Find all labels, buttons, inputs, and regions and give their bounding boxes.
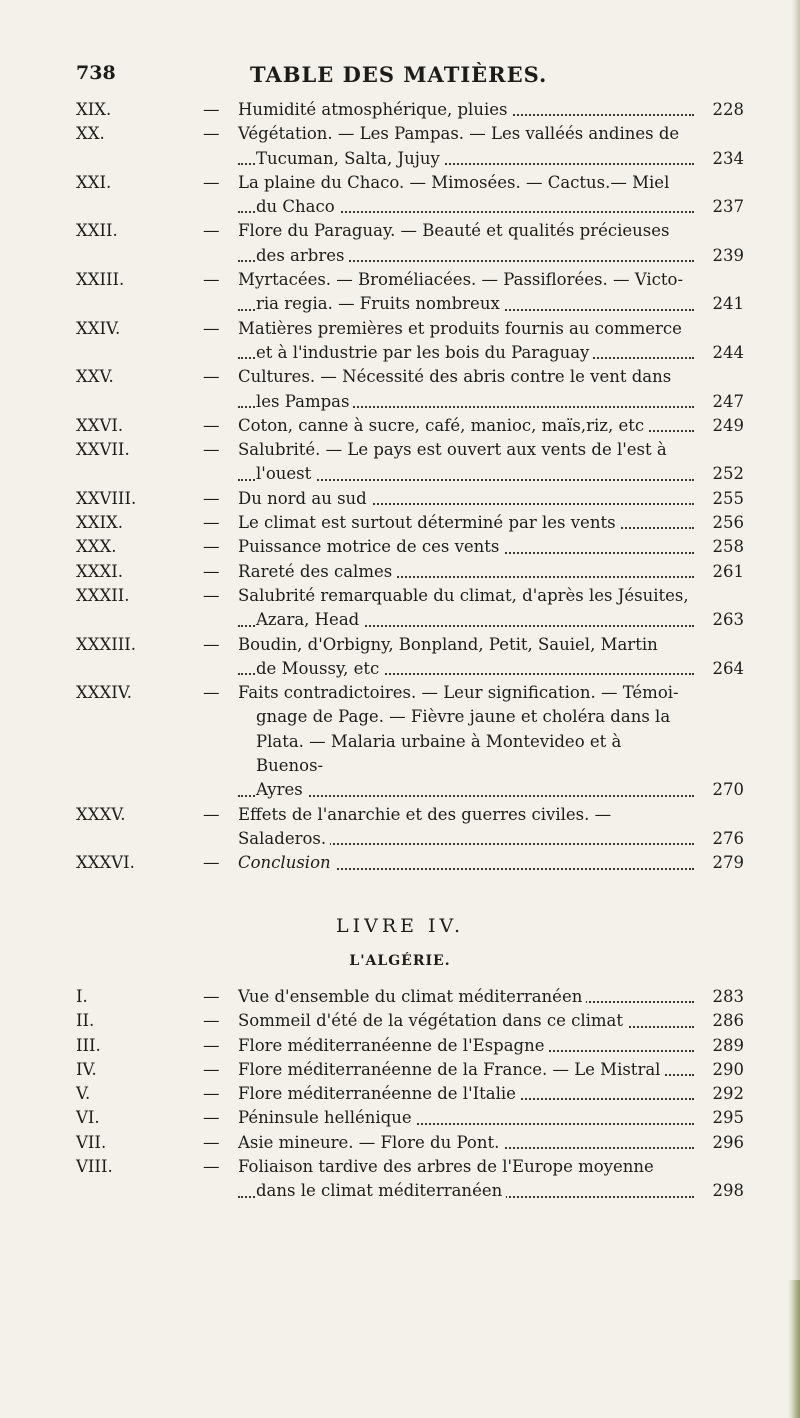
- running-title: TABLE DES MATIÈRES.: [250, 62, 548, 87]
- chapter-title: [238, 560, 694, 584]
- chapter-title-line: Asie mineure. — Flore du Pont.: [238, 1133, 503, 1152]
- page-reference: 286: [712, 1011, 744, 1031]
- chapter-title-line: Végétation. — Les Pampas. — Les valléés andines de: [238, 124, 683, 143]
- page-reference: 228: [712, 100, 744, 119]
- chapter-number: XXXIII.: [76, 634, 137, 654]
- chapter-title-line: Cultures. — Nécessité des abris contre le vent dans: [238, 367, 675, 386]
- em-dash: —: [203, 513, 220, 533]
- toc-entry: [76, 487, 744, 511]
- chapter-title-line: Flore méditerranéenne de la France. — Le Mistral: [238, 1060, 664, 1079]
- em-dash: —: [203, 367, 220, 387]
- toc-entry: [76, 681, 744, 802]
- chapter-number: XXXV.: [76, 804, 126, 824]
- page-reference: 255: [712, 488, 744, 508]
- chapter-title-line: ria regia. — Fruits nombreux: [256, 294, 504, 313]
- chapter-number: XXXVI.: [76, 853, 135, 873]
- em-dash: —: [203, 585, 220, 605]
- em-dash: —: [203, 415, 220, 435]
- page-reference: 239: [712, 245, 744, 265]
- toc-entry: [76, 438, 744, 487]
- page-reference: 276: [712, 828, 744, 848]
- chapter-title: [238, 985, 694, 1009]
- chapter-number: XXVII.: [76, 440, 130, 460]
- em-dash: —: [203, 440, 220, 460]
- chapter-title-line: Coton, canne à sucre, café, manioc, maïs,riz, etc: [238, 416, 648, 435]
- chapter-number: XXVIII.: [76, 488, 137, 508]
- chapter-number: III.: [76, 1035, 101, 1055]
- chapter-title-line: Azara, Head: [256, 610, 363, 629]
- chapter-title-line: Salubrité remarquable du climat, d'après les Jésuites,: [238, 586, 693, 605]
- chapter-title-line: Conclusion: [238, 853, 335, 872]
- chapter-title-line: Faits contradictoires. — Leur signification. — Témoi-: [238, 683, 683, 702]
- chapter-number: VII.: [76, 1132, 107, 1152]
- page-reference: 290: [712, 1059, 744, 1079]
- chapter-number: XXX.: [76, 537, 117, 557]
- chapter-title-line: dans le climat méditerranéen: [256, 1181, 506, 1200]
- chapter-title-line: Effets de l'anarchie et des guerres civiles. — Saladeros.: [238, 804, 612, 848]
- chapter-title-line: Foliaison tardive des arbres de l'Europe moyenne: [238, 1157, 658, 1176]
- chapter-title-line: Le climat est surtout déterminé par les vents: [238, 513, 620, 532]
- chapter-number: XXXII.: [76, 585, 130, 605]
- chapter-title: [238, 681, 694, 802]
- chapter-title-line: Salubrité. — Le pays est ouvert aux vents de l'est à: [238, 440, 671, 459]
- chapter-title: [238, 851, 694, 875]
- em-dash: —: [203, 683, 220, 703]
- chapter-number: XIX.: [76, 100, 112, 119]
- chapter-number: XX.: [76, 124, 105, 144]
- em-dash: —: [203, 853, 220, 873]
- chapter-title: [238, 1082, 694, 1106]
- toc-entry: [76, 1082, 744, 1106]
- toc-entry: [76, 1034, 744, 1058]
- page-edge-shadow: [792, 0, 800, 1418]
- chapter-title-line: les Pampas: [256, 392, 353, 411]
- page-reference: 252: [712, 464, 744, 484]
- toc-entry: [76, 535, 744, 559]
- page-reference: 292: [712, 1084, 744, 1104]
- page-reference: 247: [712, 391, 744, 411]
- chapter-title-line: l'ouest: [256, 464, 315, 483]
- toc-part-1: [76, 98, 744, 876]
- page-reference: 261: [712, 561, 744, 581]
- toc-entry: [76, 122, 744, 171]
- chapter-number: XXIII.: [76, 270, 125, 290]
- toc-entry: [76, 560, 744, 584]
- chapter-title: [238, 1131, 694, 1155]
- em-dash: —: [203, 270, 220, 290]
- toc-entry: [76, 365, 744, 414]
- page-reference: 279: [712, 853, 744, 873]
- page-reference: 289: [712, 1035, 744, 1055]
- chapter-number: IV.: [76, 1059, 97, 1079]
- chapter-number: I.: [76, 987, 88, 1006]
- chapter-title: [238, 1058, 694, 1082]
- chapter-number: V.: [76, 1084, 91, 1104]
- chapter-title-line: Flore du Paraguay. — Beauté et qualités précieuses: [238, 221, 673, 240]
- chapter-title-line: Sommeil d'été de la végétation dans ce climat: [238, 1011, 627, 1030]
- chapter-title: [238, 98, 694, 122]
- page-reference: 270: [712, 780, 744, 800]
- chapter-number: XXII.: [76, 221, 118, 241]
- em-dash: —: [203, 1157, 220, 1177]
- em-dash: —: [203, 1011, 220, 1031]
- chapter-title: [238, 1106, 694, 1130]
- em-dash: —: [203, 804, 220, 824]
- em-dash: —: [203, 172, 220, 192]
- chapter-number: II.: [76, 1011, 95, 1031]
- toc-entry: [76, 1106, 744, 1130]
- chapter-title-line: Boudin, d'Orbigny, Bonpland, Petit, Sauiel, Martin: [238, 635, 662, 654]
- page-reference: 249: [712, 415, 744, 435]
- em-dash: —: [203, 318, 220, 338]
- toc-entry: [76, 511, 744, 535]
- chapter-title-line: Tucuman, Salta, Jujuy: [256, 149, 444, 168]
- chapter-number: VIII.: [76, 1157, 113, 1177]
- chapter-title-line: Ayres: [256, 780, 307, 799]
- chapter-title-line: Péninsule hellénique: [238, 1108, 416, 1127]
- em-dash: —: [203, 221, 220, 241]
- chapter-number: XXIX.: [76, 513, 124, 533]
- toc-entry: [76, 985, 744, 1009]
- chapter-title: [238, 414, 694, 438]
- toc-entry: [76, 414, 744, 438]
- page-header: [0, 62, 800, 92]
- page-reference: 263: [712, 610, 744, 630]
- page-reference: 264: [712, 658, 744, 678]
- chapter-title: [238, 1034, 694, 1058]
- page-reference: 295: [712, 1108, 744, 1128]
- page-reference: 298: [712, 1181, 744, 1201]
- chapter-number: VI.: [76, 1108, 100, 1128]
- chapter-title-line: Du nord au sud: [238, 489, 371, 508]
- chapter-title-line: gnage de Page. — Fièvre jaune et choléra dans la: [256, 707, 674, 726]
- book-section-subtitle: L'ALGÉRIE.: [349, 953, 451, 969]
- toc-entry: [76, 171, 744, 220]
- em-dash: —: [203, 1108, 220, 1128]
- toc-entry: [76, 584, 744, 633]
- chapter-title: [238, 535, 694, 559]
- chapter-title-line: Puissance motrice de ces vents: [238, 537, 503, 556]
- em-dash: —: [203, 1132, 220, 1152]
- chapter-title-line: et à l'industrie par les bois du Paraguay: [256, 343, 593, 362]
- toc-entry: [76, 268, 744, 317]
- page-reference: 283: [712, 987, 744, 1006]
- toc-entry: [76, 1009, 744, 1033]
- toc-entry: [76, 633, 744, 682]
- chapter-title-line: de Moussy, etc: [256, 659, 383, 678]
- chapter-number: XXV.: [76, 367, 114, 387]
- toc-entry: [76, 317, 744, 366]
- toc-part-2: [76, 985, 744, 1204]
- chapter-title-line: du Chaco: [256, 197, 339, 216]
- page-reference: 241: [712, 294, 744, 314]
- chapter-title-line: Vue d'ensemble du climat méditerranéen: [238, 987, 586, 1006]
- chapter-number: XXXI.: [76, 561, 124, 581]
- em-dash: —: [203, 124, 220, 144]
- em-dash: —: [203, 100, 220, 119]
- page-number: 738: [76, 62, 116, 84]
- chapter-title-line: Myrtacées. — Broméliacées. — Passiflorées. — Victo-: [238, 270, 687, 289]
- em-dash: —: [203, 488, 220, 508]
- page-reference: 234: [712, 148, 744, 168]
- em-dash: —: [203, 537, 220, 557]
- chapter-title-line: Plata. — Malaria urbaine à Montevideo et à Buenos-: [256, 731, 622, 776]
- chapter-number: XXXIV.: [76, 683, 133, 703]
- page-reference: 296: [712, 1132, 744, 1152]
- em-dash: —: [203, 1084, 220, 1104]
- em-dash: —: [203, 634, 220, 654]
- toc-entry: [76, 1155, 744, 1204]
- chapter-title-line: Matières premières et produits fournis au commerce: [238, 319, 686, 338]
- chapter-number: XXI.: [76, 172, 112, 192]
- em-dash: —: [203, 1059, 220, 1079]
- chapter-title-line: Flore méditerranéenne de l'Espagne: [238, 1036, 548, 1055]
- toc-entry: [76, 98, 744, 122]
- toc-entry: [76, 851, 744, 875]
- chapter-title: [238, 511, 694, 535]
- page-reference: 244: [712, 342, 744, 362]
- chapter-title: [238, 1009, 694, 1033]
- chapter-title: [238, 487, 694, 511]
- chapter-title-line: Rareté des calmes: [238, 562, 396, 581]
- em-dash: —: [203, 561, 220, 581]
- page-reference: 258: [712, 537, 744, 557]
- toc-entry: [76, 803, 744, 852]
- chapter-title-line: Humidité atmosphérique, pluies: [238, 100, 511, 119]
- page-edge-stain: [788, 1280, 800, 1418]
- page-reference: 256: [712, 513, 744, 533]
- toc-entry: [76, 219, 744, 268]
- em-dash: —: [203, 1035, 220, 1055]
- chapter-title-line: des arbres: [256, 246, 348, 265]
- chapter-number: XXVI.: [76, 415, 124, 435]
- toc-entry: [76, 1131, 744, 1155]
- book-section-title: LIVRE IV.: [335, 915, 464, 937]
- chapter-number: XXIV.: [76, 318, 121, 338]
- chapter-title-line: Flore méditerranéenne de l'Italie: [238, 1084, 520, 1103]
- chapter-title-line: La plaine du Chaco. — Mimosées. — Cactus.— Miel: [238, 173, 673, 192]
- page-reference: 237: [712, 197, 744, 217]
- em-dash: —: [203, 987, 220, 1006]
- toc-entry: [76, 1058, 744, 1082]
